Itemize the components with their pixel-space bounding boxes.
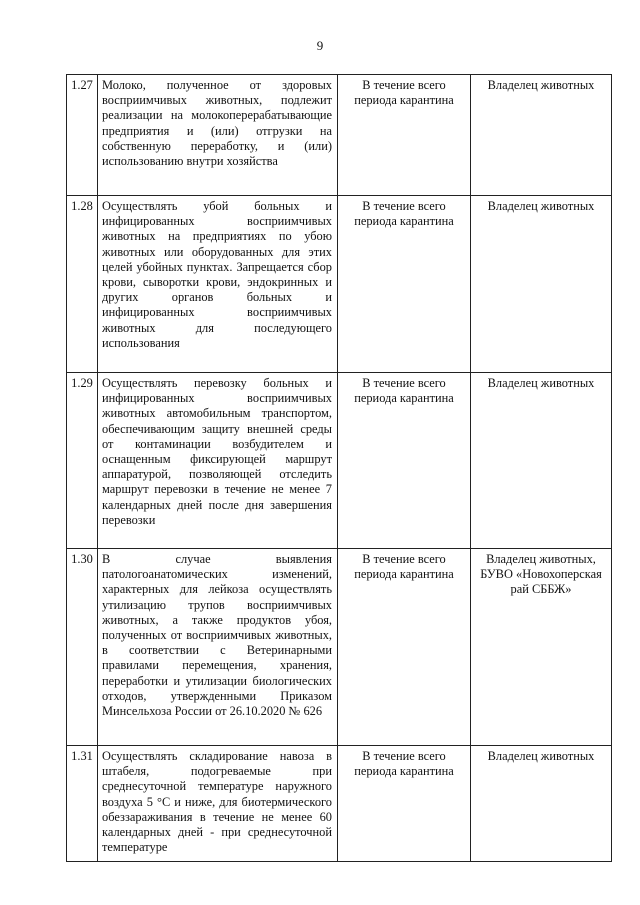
term-text: В течение всего периода карантина xyxy=(338,75,471,196)
measure-text: В случае выявления патологоанатомических изменений, характерных для лейкоза осуществлять утилизацию трупов восприимчивых животных, а также продуктов убоя, полученных от восприимчивых животных, в соответствии с Ветеринарными правилами перемещения, хранения, переработки и утилизации биологических отходов, утвержденными Приказом Минсельхоза России от 26.10.2020 № 626 xyxy=(98,549,338,746)
term-text: В течение всего периода карантина xyxy=(338,549,471,746)
table-row xyxy=(67,75,612,196)
row-number: 1.27 xyxy=(67,75,98,196)
table-row xyxy=(67,373,612,549)
term-text: В течение всего периода карантина xyxy=(338,746,471,862)
measure-text: Осуществлять складирование навоза в штабеля, подогреваемые при среднесуточной температуре наружного воздуха 5 °С и ниже, для биотермического обеззараживания в течение не менее 60 календарных дней - при среднесуточной температуре xyxy=(98,746,338,862)
table-row xyxy=(67,549,612,746)
table-row xyxy=(67,196,612,373)
responsible-text: Владелец животных, БУВО «Новохоперская рай СББЖ» xyxy=(471,549,612,746)
page-number: 9 xyxy=(316,38,324,53)
responsible-text: Владелец животных xyxy=(471,196,612,373)
term-text: В течение всего периода карантина xyxy=(338,196,471,373)
measure-text: Осуществлять перевозку больных и инфицированных восприимчивых животных автомобильным транспортом, обеспечивающим защиту внешней среды от контаминации возбудителем и оснащенным фиксирующей маршрут аппаратурой, позволяющей отследить маршрут перевозки в течение не менее 7 календарных дней после дня завершения перевозки xyxy=(98,373,338,549)
row-number: 1.28 xyxy=(67,196,98,373)
row-number: 1.30 xyxy=(67,549,98,746)
row-number: 1.29 xyxy=(67,373,98,549)
table-row xyxy=(67,746,612,862)
measure-text: Молоко, полученное от здоровых восприимчивых животных, подлежит реализации на молокоперерабатывающие предприятия и (или) отгрузки на собственную переработку, и (или) использованию внутри хозяйства xyxy=(98,75,338,196)
quarantine-measures-table xyxy=(66,74,611,862)
term-text: В течение всего периода карантина xyxy=(338,373,471,549)
responsible-text: Владелец животных xyxy=(471,373,612,549)
responsible-text: Владелец животных xyxy=(471,75,612,196)
measure-text: Осуществлять убой больных и инфицированных восприимчивых животных на предприятиях по убою животных или оборудованных для этих целей убойных пунктах. Запрещается сбор крови, сыворотки крови, эндокринных и других органов больных и инфицированных восприимчивых животных для последующего использования xyxy=(98,196,338,373)
row-number: 1.31 xyxy=(67,746,98,862)
responsible-text: Владелец животных xyxy=(471,746,612,862)
